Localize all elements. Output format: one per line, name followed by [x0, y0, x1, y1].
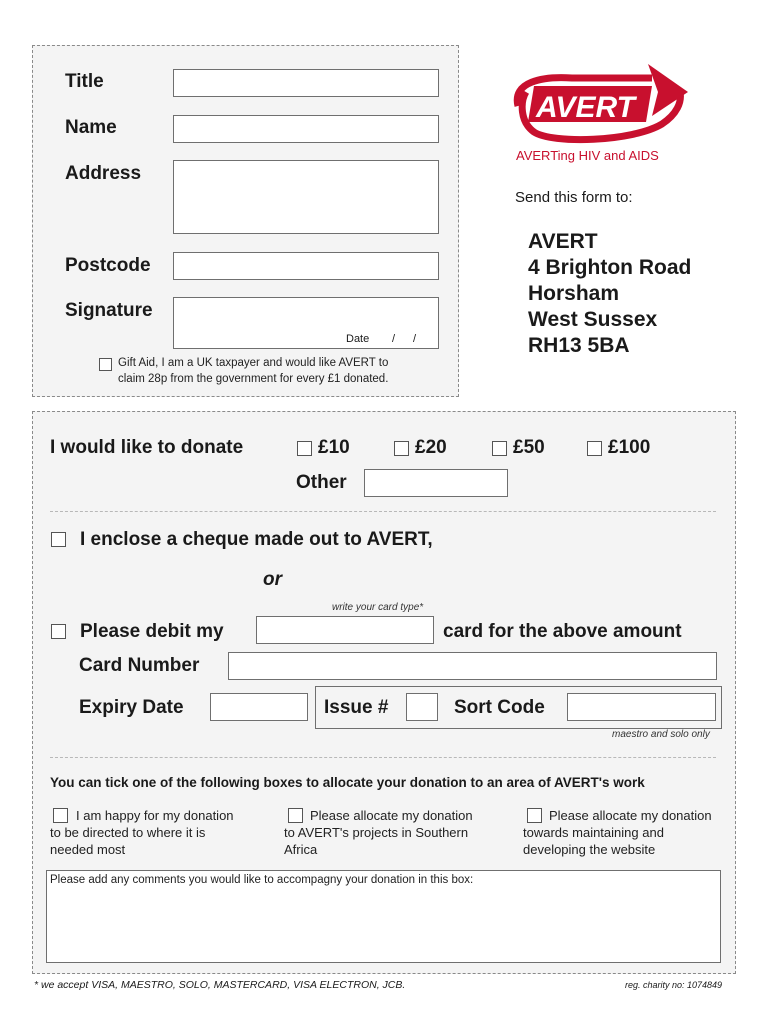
allocate-website-checkbox[interactable]	[527, 808, 542, 823]
card-number-field[interactable]	[228, 652, 717, 680]
allocate-southern-africa-checkbox[interactable]	[288, 808, 303, 823]
charity-number: reg. charity no: 1074849	[625, 980, 723, 990]
allocation-option-text: needed most	[50, 842, 126, 857]
signature-field[interactable]	[173, 297, 439, 349]
gift-aid-checkbox[interactable]	[99, 358, 112, 371]
signature-label: Signature	[65, 300, 153, 321]
issue-field[interactable]	[406, 693, 438, 721]
allocation-heading: You can tick one of the following boxes to allocate your donation to an area of AVERT's work	[50, 775, 645, 790]
debit-checkbox[interactable]	[51, 624, 66, 639]
title-label: Title	[65, 71, 104, 92]
amount-10-checkbox[interactable]	[297, 441, 312, 456]
send-intro: Send this form to:	[515, 189, 633, 206]
amount-20-label: £20	[415, 437, 447, 458]
card-type-field[interactable]	[256, 616, 434, 644]
address-line: West Sussex	[528, 308, 658, 331]
card-type-hint: write your card type*	[332, 602, 424, 613]
accepted-cards-note: * we accept VISA, MAESTRO, SOLO, MASTERCARD, VISA ELECTRON, JCB.	[34, 979, 406, 991]
sort-code-label: Sort Code	[454, 697, 545, 718]
divider	[50, 757, 716, 758]
gift-aid-text: Gift Aid, I am a UK taxpayer and would like AVERT to	[118, 357, 389, 369]
date-label: Date	[346, 333, 370, 345]
date-separator: /	[413, 333, 417, 345]
avert-logo	[512, 62, 690, 146]
address-label: Address	[65, 163, 142, 184]
expiry-label: Expiry Date	[79, 697, 184, 718]
other-label: Other	[296, 472, 347, 493]
gift-aid-text: claim 28p from the government for every £1 donated.	[118, 373, 389, 385]
name-label: Name	[65, 117, 117, 138]
other-amount-field[interactable]	[364, 469, 508, 497]
divider	[50, 511, 716, 512]
amount-100-label: £100	[608, 437, 651, 458]
card-number-label: Card Number	[79, 655, 200, 676]
allocation-option-text: I am happy for my donation	[76, 808, 234, 823]
logo-wordmark: AVERT	[536, 91, 635, 124]
postcode-label: Postcode	[65, 255, 151, 276]
allocation-option-text: to AVERT's projects in Southern	[284, 825, 469, 840]
comments-prompt: Please add any comments you would like to accompagny your donation in this box:	[50, 874, 474, 886]
avert-logo-graphic	[512, 62, 690, 146]
or-text: or	[263, 569, 282, 590]
title-field[interactable]	[173, 69, 439, 97]
debit-prefix: Please debit my	[80, 621, 224, 642]
amount-50-label: £50	[513, 437, 545, 458]
maestro-note: maestro and solo only	[612, 729, 710, 740]
send-address	[528, 229, 691, 359]
postcode-field[interactable]	[173, 252, 439, 280]
address-line: RH13 5BA	[528, 334, 630, 357]
sort-code-field[interactable]	[567, 693, 716, 721]
amount-20-checkbox[interactable]	[394, 441, 409, 456]
cheque-text: I enclose a cheque made out to AVERT,	[80, 529, 433, 550]
allocation-option-text: Please allocate my donation	[310, 808, 473, 823]
debit-suffix: card for the above amount	[443, 621, 682, 642]
allocation-option-text: Africa	[284, 842, 318, 857]
allocation-option-text: developing the website	[523, 842, 656, 857]
address-field[interactable]	[173, 160, 439, 234]
logo-tagline: AVERTing HIV and AIDS	[516, 148, 659, 163]
expiry-field[interactable]	[210, 693, 308, 721]
amount-100-checkbox[interactable]	[587, 441, 602, 456]
address-line: 4 Brighton Road	[528, 256, 692, 279]
address-line: Horsham	[528, 282, 620, 305]
date-separator: /	[392, 333, 396, 345]
issue-label: Issue #	[324, 697, 389, 718]
cheque-checkbox[interactable]	[51, 532, 66, 547]
donate-prompt: I would like to donate	[50, 437, 244, 458]
allocation-option-text: Please allocate my donation	[549, 808, 712, 823]
address-line: AVERT	[528, 230, 598, 253]
name-field[interactable]	[173, 115, 439, 143]
allocation-option-text: towards maintaining and	[523, 825, 664, 840]
amount-50-checkbox[interactable]	[492, 441, 507, 456]
allocation-option-text: to be directed to where it is	[50, 825, 206, 840]
amount-10-label: £10	[318, 437, 350, 458]
allocate-where-needed-checkbox[interactable]	[53, 808, 68, 823]
